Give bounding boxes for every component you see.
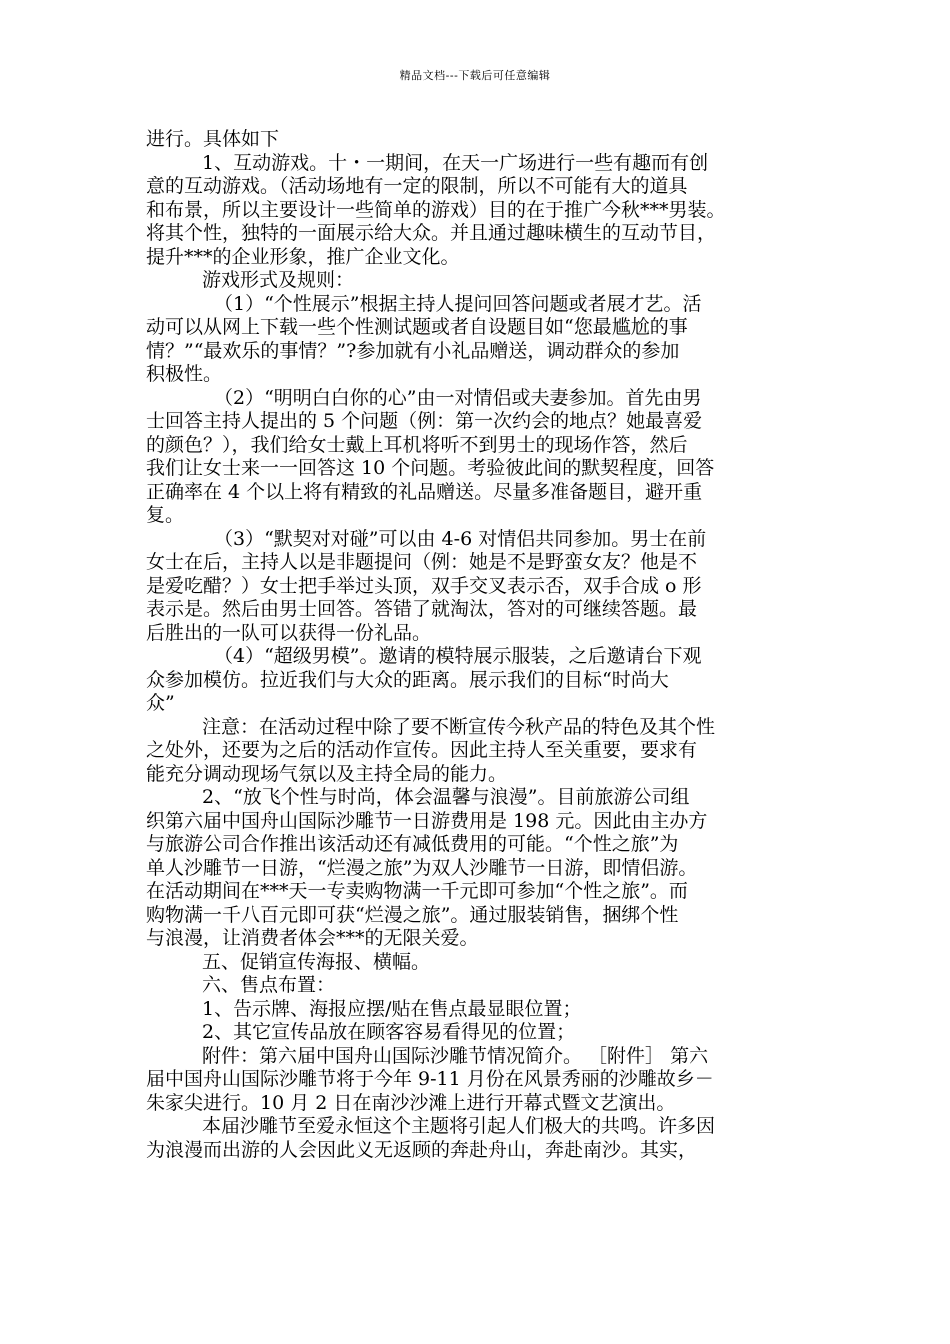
text-line: （1）“个性展示”根据主持人提问回答问题或者展才艺。活: [214, 292, 702, 315]
text-line: 表示是。然后由男士回答。答错了就淘汰，答对的可继续答题。最: [146, 598, 698, 620]
text-line: 朱家尖进行。10 月 2 日在南沙沙滩上进行开幕式暨文艺演出。: [146, 1091, 676, 1114]
text-line: 织第六届中国舟山国际沙雕节一日游费用是 198 元。因此由主办方: [146, 809, 708, 832]
text-line: 与旅游公司合作推出该活动还有减低费用的可能。“个性之旅”为: [146, 833, 679, 855]
text-line: 五、促销宣传海报、横幅。: [202, 950, 431, 973]
text-line: 与浪漫，让消费者体会***的无限关爱。: [146, 927, 479, 949]
text-line: 1、告示牌、海报应摆/贴在售点最显眼位置；: [202, 997, 582, 1020]
text-line: 2、其它宣传品放在顾客容易看得见的位置；: [202, 1021, 576, 1043]
text-line: （2）“明明白白你的心”由一对情侣或夫妻参加。首先由男: [214, 386, 702, 409]
document-body: [146, 128, 826, 1162]
text-line: 是爱吃醋？）女士把手举过头顶，双手交叉表示否，双手合成 o 形: [146, 574, 702, 597]
text-line: （4）“超级男模”。邀请的模特展示服装，之后邀请台下观: [214, 645, 702, 667]
text-line: 意的互动游戏。（活动场地有一定的限制，所以不可能有大的道具: [146, 175, 688, 197]
text-line: 单人沙雕节一日游，“烂漫之旅”为双人沙雕节一日游，即情侣游。: [146, 856, 698, 879]
text-line: 在活动期间在***天一专卖购物满一千元即可参加“个性之旅”。而: [146, 880, 688, 902]
text-line: 众参加模仿。拉近我们与大众的距离。展示我们的目标“时尚大: [146, 668, 669, 691]
text-line: 注意：在活动过程中除了要不断宣传今秋产品的特色及其个性: [202, 715, 716, 738]
text-line: 届中国舟山国际沙雕节将于今年 9-11 月份在风景秀丽的沙雕故乡－: [146, 1068, 714, 1090]
text-line: 我们让女士来一一回答这 10 个问题。考验彼此间的默契程度，回答: [146, 457, 715, 479]
text-line: 进行。具体如下: [146, 128, 280, 150]
text-line: （3）“默契对对碰”可以由 4-6 对情侣共同参加。男士在前: [214, 527, 707, 550]
text-line: 能充分调动现场气氛以及主持全局的能力。: [146, 762, 508, 785]
text-line: 2、“放飞个性与时尚，体会温馨与浪漫”。目前旅游公司组: [202, 786, 690, 808]
text-line: 积极性。: [146, 363, 223, 385]
text-line: 1、互动游戏。十・一期间，在天一广场进行一些有趣而有创: [202, 151, 709, 174]
text-line: 的颜色？），我们给女士戴上耳机将听不到男士的现场作答，然后: [146, 433, 688, 456]
text-line: 女士在后，主持人以是非题提问（例：她是不是野蛮女友？他是不: [146, 551, 698, 573]
text-line: 为浪漫而出游的人会因此义无返顾的奔赴舟山，奔赴南沙。其实，: [146, 1138, 698, 1161]
text-line: 本届沙雕节至爱永恒这个主题将引起人们极大的共鸣。许多因: [202, 1115, 716, 1137]
text-line: 情？”“最欢乐的事情？”?参加就有小礼品赠送，调动群众的参加: [146, 339, 680, 362]
text-line: 六、售点布置：: [202, 974, 336, 996]
text-line: 附件：第六届中国舟山国际沙雕节情况简介。 ［附件］ 第六: [202, 1044, 709, 1067]
text-line: 提升***的企业形象，推广企业文化。: [146, 245, 460, 268]
text-line: 和布景，所以主要设计一些简单的游戏）目的在于推广今秋***男装。: [146, 198, 726, 221]
text-line: 后胜出的一队可以获得一份礼品。: [146, 621, 432, 644]
text-line: 众”: [146, 692, 175, 714]
page-header: 精品文档---下载后可任意编辑: [399, 69, 551, 82]
text-line: 游戏形式及规则：: [202, 269, 355, 291]
text-line: 士回答主持人提出的 5 个问题（例：第一次约会的地点？她最喜爱: [146, 410, 703, 432]
text-line: 复。: [146, 504, 185, 526]
text-line: 将其个性，独特的一面展示给大众。并且通过趣味横生的互动节目，: [146, 222, 717, 244]
text-line: 之处外，还要为之后的活动作宣传。因此主持人至关重要，要求有: [146, 739, 698, 761]
text-line: 正确率在 4 个以上将有精致的礼品赠送。尽量多准备题目，避开重: [146, 480, 703, 503]
text-line: 购物满一千八百元即可获“烂漫之旅”。通过服装销售，捆绑个性: [146, 903, 679, 926]
text-line: 动可以从网上下载一些个性测试题或者自设题目如“您最尴尬的事: [146, 316, 688, 338]
